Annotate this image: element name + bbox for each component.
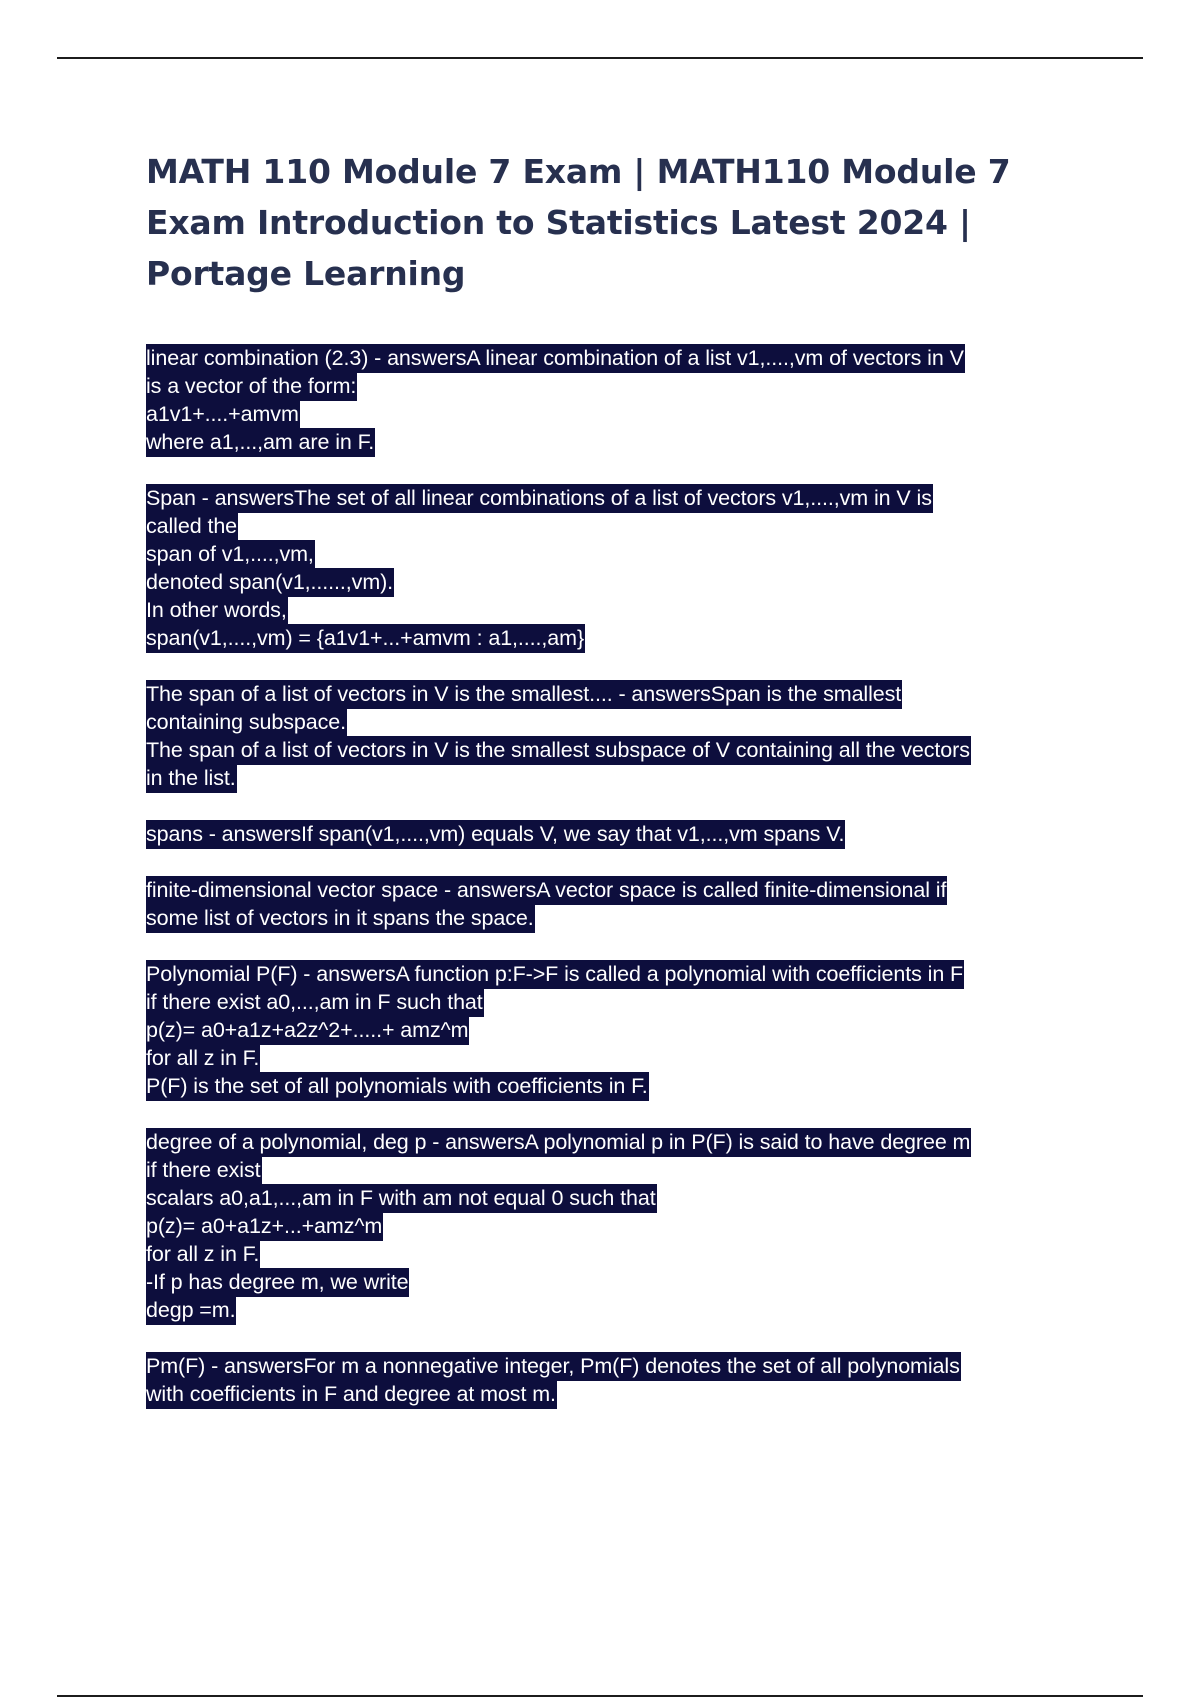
- entry-line: some list of vectors in it spans the space.: [146, 904, 535, 933]
- entry-polynomial: [146, 960, 1106, 1100]
- entry-line: in the list.: [146, 764, 237, 793]
- entry-line: degp =m.: [146, 1296, 236, 1325]
- entry-line: linear combination (2.3) - answersA linear combination of a list v1,....,vm of vectors in V: [146, 344, 965, 373]
- document-title: MATH 110 Module 7 Exam | MATH110 Module 7 Exam Introduction to Statistics Latest 2024 | Portage Learning: [146, 152, 1011, 293]
- flashcard-list: [146, 344, 1106, 1436]
- entry-line: -If p has degree m, we write: [146, 1268, 409, 1297]
- entry-line: a1v1+....+amvm: [146, 400, 300, 429]
- entry-line: span(v1,....,vm) = {a1v1+...+amvm : a1,....,am}: [146, 624, 585, 653]
- entry-pm-f: [146, 1352, 1106, 1408]
- entry-line: Pm(F) - answersFor m a nonnegative integer, Pm(F) denotes the set of all polynomials: [146, 1352, 961, 1381]
- entry-line: finite-dimensional vector space - answersA vector space is called finite-dimensional if: [146, 876, 947, 905]
- entry-line: denoted span(v1,......,vm).: [146, 568, 394, 597]
- bottom-rule: [57, 1695, 1143, 1697]
- entry-smallest-subspace: [146, 680, 1106, 792]
- entry-line: The span of a list of vectors in V is the smallest.... - answersSpan is the smallest: [146, 680, 902, 709]
- entry-line: containing subspace.: [146, 708, 347, 737]
- entry-line: span of v1,....,vm,: [146, 540, 315, 569]
- entry-line: if there exist a0,...,am in F such that: [146, 988, 484, 1017]
- entry-spans: [146, 820, 1106, 848]
- entry-line: p(z)= a0+a1z+a2z^2+.....+ amz^m: [146, 1016, 469, 1045]
- entry-line: The span of a list of vectors in V is the smallest subspace of V containing all the vectors: [146, 736, 971, 765]
- entry-line: if there exist: [146, 1156, 262, 1185]
- entry-line: degree of a polynomial, deg p - answersA polynomial p in P(F) is said to have degree m: [146, 1128, 971, 1157]
- entry-line: called the: [146, 512, 238, 541]
- entry-line: is a vector of the form:: [146, 372, 357, 401]
- entry-line: for all z in F.: [146, 1240, 260, 1269]
- entry-line: with coefficients in F and degree at most m.: [146, 1380, 557, 1409]
- entry-line: scalars a0,a1,...,am in F with am not equal 0 such that: [146, 1184, 657, 1213]
- top-rule: [57, 57, 1143, 59]
- entry-line: for all z in F.: [146, 1044, 260, 1073]
- entry-degree: [146, 1128, 1106, 1324]
- entry-line: where a1,...,am are in F.: [146, 428, 375, 457]
- entry-line: P(F) is the set of all polynomials with coefficients in F.: [146, 1072, 649, 1101]
- entry-line: In other words,: [146, 596, 288, 625]
- entry-line: Polynomial P(F) - answersA function p:F->F is called a polynomial with coefficients in F: [146, 960, 964, 989]
- entry-span: [146, 484, 1106, 652]
- entry-linear-combination: [146, 344, 1106, 456]
- entry-finite-dimensional: [146, 876, 1106, 932]
- entry-line: p(z)= a0+a1z+...+amz^m: [146, 1212, 383, 1241]
- entry-line: spans - answersIf span(v1,....,vm) equals V, we say that v1,...,vm spans V.: [146, 820, 845, 849]
- entry-line: Span - answersThe set of all linear combinations of a list of vectors v1,....,vm in V is: [146, 484, 933, 513]
